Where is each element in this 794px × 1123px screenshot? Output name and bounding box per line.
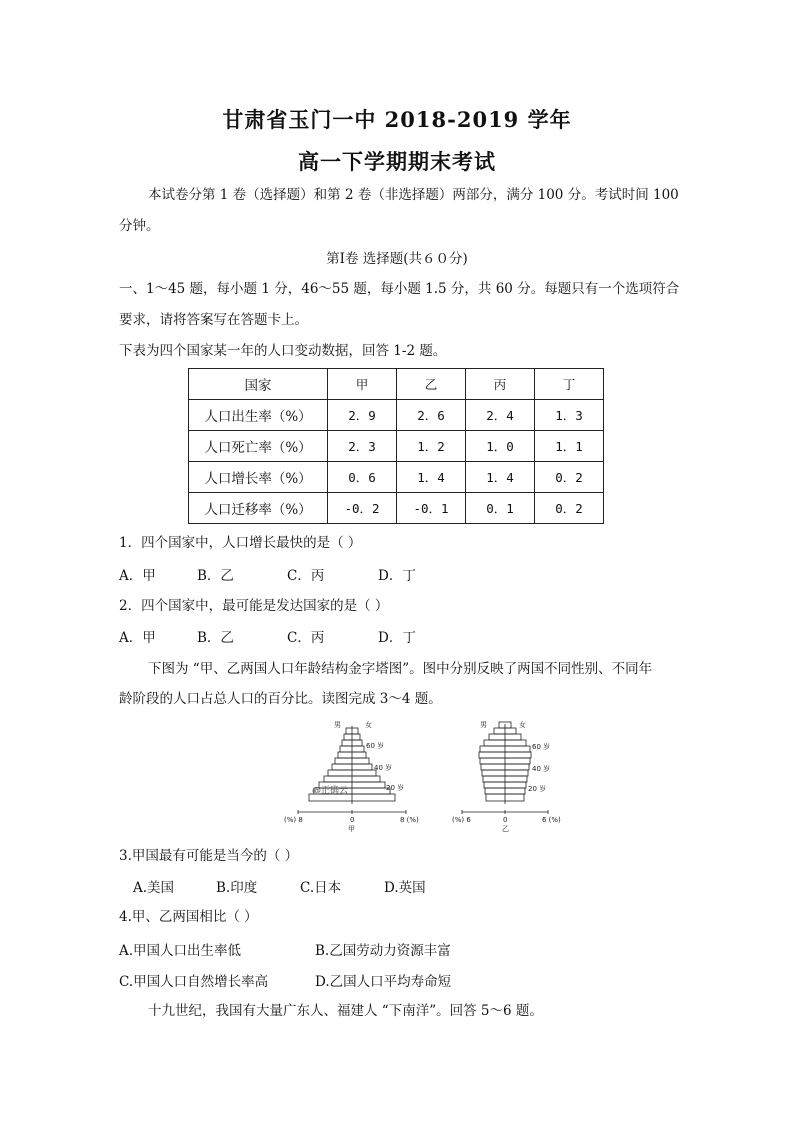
table-cell: 2．4 [466, 400, 535, 431]
table-cell: 1．2 [397, 431, 466, 462]
q1-option-b[interactable]: B．乙 [197, 568, 234, 584]
pyramid-left-male-label: 男 [334, 721, 341, 729]
table-cell: 人口迁移率（%） [189, 493, 328, 524]
table-cell: -0．2 [328, 493, 397, 524]
table-cell: 1．4 [466, 462, 535, 493]
pyramid-intro-line-2: 龄阶段的人口占总人口的百分比。读图完成 3～4 题。 [119, 691, 442, 707]
q3-option-d[interactable]: D.英国 [384, 880, 426, 896]
population-change-table [188, 368, 604, 524]
title-line-1: 甘肃省玉门一中 2018-2019 学年 [222, 107, 572, 132]
table-cell: 1．4 [397, 462, 466, 493]
table-cell: 1．0 [466, 431, 535, 462]
table-header-row [189, 369, 604, 400]
pyramid-intro-line-1: 下图为 “甲、乙两国人口年龄结构金字塔图”。图中分别反映了两国不同性别、不同年 [148, 661, 653, 677]
q2-option-c[interactable]: C．丙 [287, 630, 325, 646]
q1-option-a[interactable]: A．甲 [119, 568, 156, 584]
pyramid-right-age-label: 60 岁 [532, 743, 551, 751]
q1-option-c[interactable]: C．丙 [287, 568, 325, 584]
table-header: 甲 [328, 369, 397, 400]
table-cell: 人口死亡率（%） [189, 431, 328, 462]
q3-option-c[interactable]: C.日本 [300, 880, 342, 896]
title-line-2: 高一下学期期末考试 [298, 149, 496, 174]
q4-option-c[interactable]: C.甲国人口自然增长率高 [119, 974, 269, 990]
closing-paragraph: 十九世纪，我国有大量广东人、福建人 “下南洋”。回答 5～6 题。 [148, 1003, 543, 1019]
pyramid-left-axis-label: (%) 8 [284, 816, 303, 824]
table-header: 丙 [466, 369, 535, 400]
table-header: 乙 [397, 369, 466, 400]
table-row [189, 400, 604, 431]
section-heading: 第Ⅰ卷 选择题(共６０分) [326, 251, 468, 267]
pyramid-right-female-label: 女 [519, 721, 526, 729]
table-cell: 1．1 [535, 431, 604, 462]
pyramid-right-age-label: 20 岁 [528, 785, 547, 793]
q4-option-a[interactable]: A.甲国人口出生率低 [119, 943, 242, 959]
instructions-line-1: 一、1～45 题，每小题 1 分，46～55 题，每小题 1.5 分，共 60 分。每题只有一个选项符合 [119, 281, 680, 297]
q3-option-a[interactable]: A.美国 [133, 880, 175, 896]
q1-option-d[interactable]: D．丁 [378, 568, 416, 584]
q3-option-b[interactable]: B.印度 [216, 880, 258, 896]
q2-option-b[interactable]: B．乙 [197, 630, 234, 646]
table-cell: 0．2 [535, 462, 604, 493]
q4-stem: 4.甲、乙两国相比（ ） [119, 909, 258, 925]
pyramid-left-caption: 甲 [348, 825, 355, 833]
table-cell: 0．6 [328, 462, 397, 493]
q4-option-b[interactable]: B.乙国劳动力资源丰富 [315, 943, 451, 959]
pyramid-right-age-label: 40 岁 [532, 765, 551, 773]
table-cell: 2．9 [328, 400, 397, 431]
pyramid-left-female-label: 女 [365, 721, 372, 729]
table-intro: 下表为四个国家某一年的人口变动数据，回答 1-2 题。 [119, 343, 447, 359]
table-header: 丁 [535, 369, 604, 400]
intro-line-2: 分钟。 [119, 218, 160, 234]
q1-stem: 1．四个国家中，人口增长最快的是（ ） [119, 535, 362, 551]
pyramid-left-age-label: 20 岁 [386, 784, 405, 792]
table-cell: 0．1 [466, 493, 535, 524]
q4-option-d[interactable]: D.乙国人口平均寿命短 [315, 974, 452, 990]
q2-stem: 2．四个国家中，最可能是发达国家的是（ ） [119, 598, 389, 614]
table-cell: 0．2 [535, 493, 604, 524]
population-pyramids-figure [276, 714, 576, 836]
table-cell: 人口出生率（%） [189, 400, 328, 431]
pyramid-left-axis-label: 8 (%) [400, 816, 419, 824]
pyramid-right-axis-label: 0 [503, 816, 508, 824]
watermark: @正确云 [312, 786, 349, 796]
table-cell: -0．1 [397, 493, 466, 524]
pyramid-left-age-label: 60 岁 [366, 742, 385, 750]
intro-line-1: 本试卷分第 1 卷（选择题）和第 2 卷（非选择题）两部分，满分 100 分。考试时间 100 [148, 187, 679, 203]
table-row [189, 462, 604, 493]
table-header: 国家 [189, 369, 328, 400]
pyramid-right-male-label: 男 [480, 721, 487, 729]
table-row [189, 431, 604, 462]
pyramid-left-axis-label: 0 [350, 816, 355, 824]
table-cell: 2．3 [328, 431, 397, 462]
q2-option-d[interactable]: D．丁 [378, 630, 416, 646]
pyramid-right-axis-label: 6 (%) [542, 816, 561, 824]
q2-option-a[interactable]: A．甲 [119, 630, 156, 646]
pyramid-right-axis-label: (%) 6 [452, 816, 471, 824]
instructions-line-2: 要求，请将答案写在答题卡上。 [119, 312, 308, 328]
pyramid-left-age-label: 40 岁 [374, 764, 393, 772]
table-cell: 2．6 [397, 400, 466, 431]
pyramid-right-caption: 乙 [502, 825, 509, 833]
table-cell: 1．3 [535, 400, 604, 431]
q3-stem: 3.甲国最有可能是当今的（ ） [119, 848, 299, 864]
table-cell: 人口增长率（%） [189, 462, 328, 493]
table-row [189, 493, 604, 524]
